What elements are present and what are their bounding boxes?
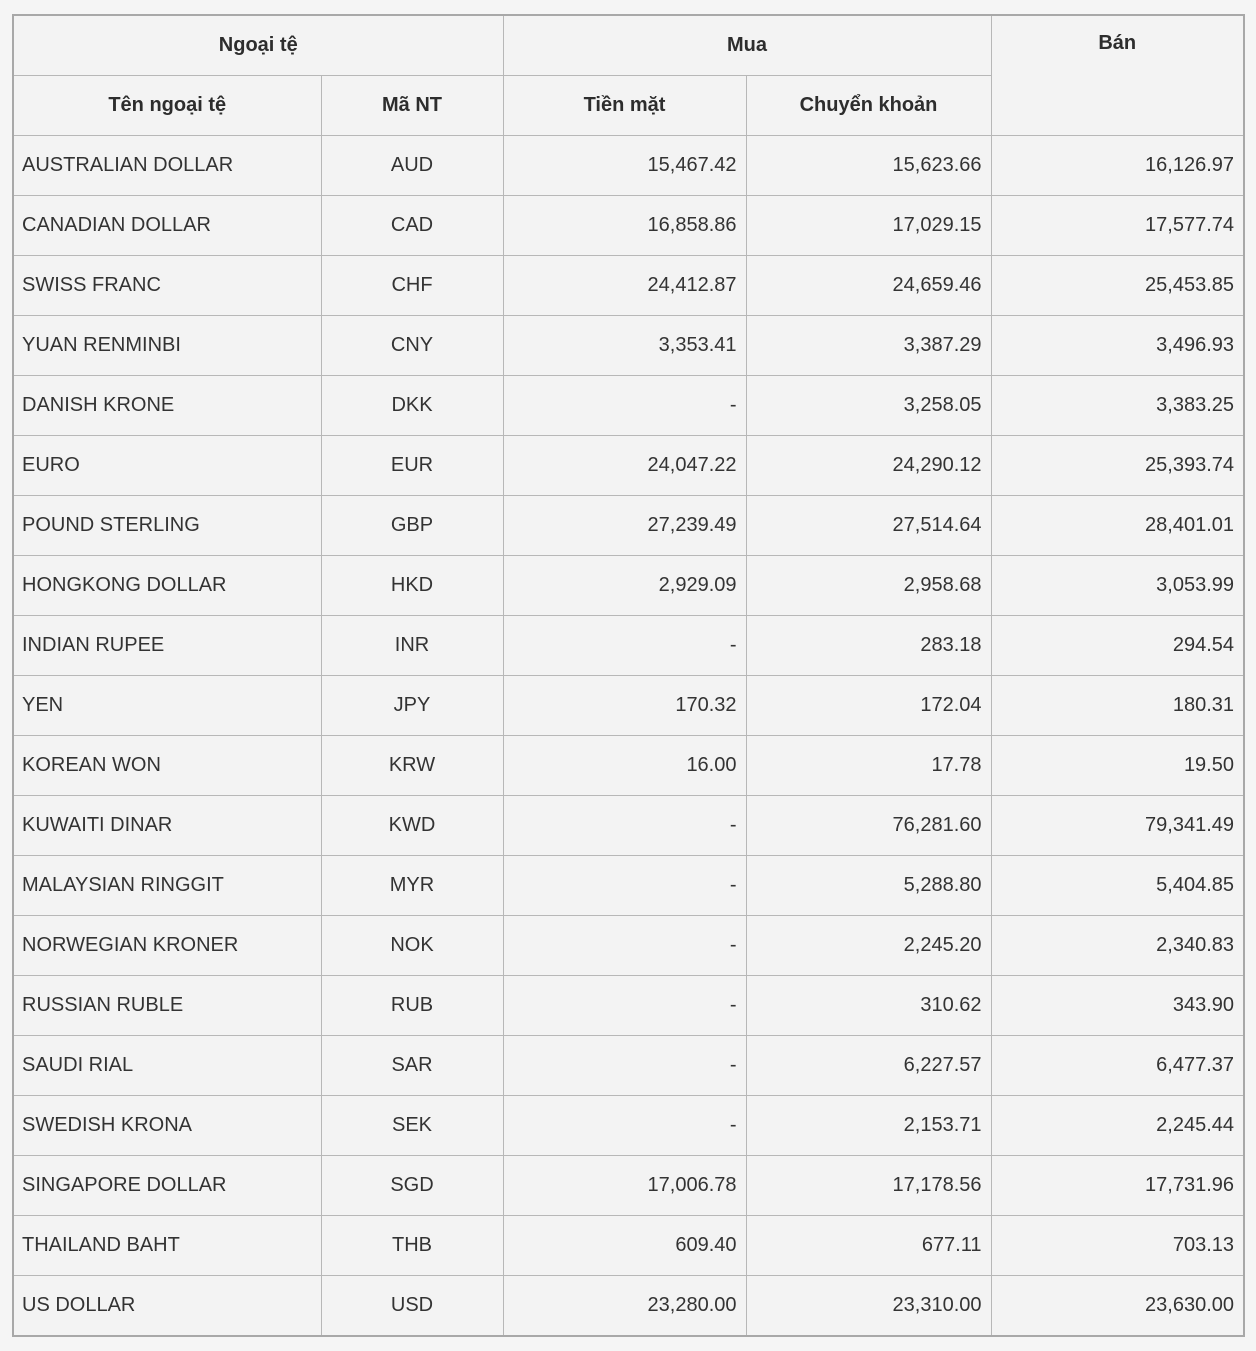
transfer-buy-cell: 76,281.60: [746, 796, 991, 856]
currency-name-cell: SWEDISH KRONA: [13, 1096, 321, 1156]
currency-name-cell: US DOLLAR: [13, 1276, 321, 1337]
table-row: [13, 196, 1244, 256]
currency-code-cell: AUD: [321, 136, 503, 196]
transfer-buy-cell: 5,288.80: [746, 856, 991, 916]
currency-code-cell: SEK: [321, 1096, 503, 1156]
table-row: [13, 1156, 1244, 1216]
sell-cell: 25,453.85: [991, 256, 1244, 316]
sell-cell: 5,404.85: [991, 856, 1244, 916]
cash-buy-cell: 2,929.09: [503, 556, 746, 616]
cash-buy-cell: 16.00: [503, 736, 746, 796]
cash-buy-cell: 23,280.00: [503, 1276, 746, 1337]
table-header: [13, 15, 1244, 136]
transfer-buy-cell: 23,310.00: [746, 1276, 991, 1337]
table-row: [13, 556, 1244, 616]
currency-code-cell: JPY: [321, 676, 503, 736]
sell-cell: 17,577.74: [991, 196, 1244, 256]
transfer-buy-cell: 172.04: [746, 676, 991, 736]
currency-code-cell: MYR: [321, 856, 503, 916]
currency-name-cell: POUND STERLING: [13, 496, 321, 556]
currency-code-cell: CHF: [321, 256, 503, 316]
table-body: [13, 136, 1244, 1337]
cash-buy-cell: -: [503, 376, 746, 436]
currency-code-cell: INR: [321, 616, 503, 676]
transfer-buy-cell: 310.62: [746, 976, 991, 1036]
sell-cell: 2,245.44: [991, 1096, 1244, 1156]
sell-cell: 25,393.74: [991, 436, 1244, 496]
table-row: [13, 616, 1244, 676]
header-buy-group: Mua: [503, 15, 991, 76]
header-cash-buy: Tiền mặt: [503, 76, 746, 136]
table-row: [13, 916, 1244, 976]
cash-buy-cell: -: [503, 916, 746, 976]
transfer-buy-cell: 283.18: [746, 616, 991, 676]
header-transfer-buy: Chuyển khoản: [746, 76, 991, 136]
sell-cell: 19.50: [991, 736, 1244, 796]
currency-code-cell: EUR: [321, 436, 503, 496]
sell-cell: 3,383.25: [991, 376, 1244, 436]
currency-name-cell: THAILAND BAHT: [13, 1216, 321, 1276]
sell-cell: 79,341.49: [991, 796, 1244, 856]
cash-buy-cell: 24,047.22: [503, 436, 746, 496]
cash-buy-cell: 170.32: [503, 676, 746, 736]
transfer-buy-cell: 2,153.71: [746, 1096, 991, 1156]
transfer-buy-cell: 3,258.05: [746, 376, 991, 436]
currency-name-cell: NORWEGIAN KRONER: [13, 916, 321, 976]
table-row: [13, 736, 1244, 796]
table-row: [13, 1216, 1244, 1276]
table-row: [13, 316, 1244, 376]
header-sell: Bán: [991, 15, 1244, 136]
currency-code-cell: SGD: [321, 1156, 503, 1216]
sell-cell: 294.54: [991, 616, 1244, 676]
currency-name-cell: HONGKONG DOLLAR: [13, 556, 321, 616]
currency-name-cell: YUAN RENMINBI: [13, 316, 321, 376]
cash-buy-cell: -: [503, 796, 746, 856]
transfer-buy-cell: 6,227.57: [746, 1036, 991, 1096]
sell-cell: 3,053.99: [991, 556, 1244, 616]
table-row: [13, 436, 1244, 496]
cash-buy-cell: -: [503, 856, 746, 916]
sell-cell: 343.90: [991, 976, 1244, 1036]
currency-name-cell: YEN: [13, 676, 321, 736]
currency-code-cell: USD: [321, 1276, 503, 1337]
table-row: [13, 496, 1244, 556]
currency-code-cell: DKK: [321, 376, 503, 436]
currency-name-cell: SAUDI RIAL: [13, 1036, 321, 1096]
currency-code-cell: CAD: [321, 196, 503, 256]
header-currency-group: Ngoại tệ: [13, 15, 503, 76]
exchange-rate-table: [12, 14, 1245, 1337]
cash-buy-cell: -: [503, 1096, 746, 1156]
currency-code-cell: KWD: [321, 796, 503, 856]
header-group-row: [13, 15, 1244, 76]
sell-cell: 17,731.96: [991, 1156, 1244, 1216]
cash-buy-cell: 16,858.86: [503, 196, 746, 256]
table-row: [13, 796, 1244, 856]
sell-cell: 23,630.00: [991, 1276, 1244, 1337]
currency-name-cell: MALAYSIAN RINGGIT: [13, 856, 321, 916]
currency-code-cell: THB: [321, 1216, 503, 1276]
sell-cell: 6,477.37: [991, 1036, 1244, 1096]
currency-code-cell: SAR: [321, 1036, 503, 1096]
currency-code-cell: GBP: [321, 496, 503, 556]
currency-name-cell: INDIAN RUPEE: [13, 616, 321, 676]
currency-name-cell: KOREAN WON: [13, 736, 321, 796]
table-row: [13, 856, 1244, 916]
table-row: [13, 676, 1244, 736]
currency-name-cell: KUWAITI DINAR: [13, 796, 321, 856]
currency-name-cell: SINGAPORE DOLLAR: [13, 1156, 321, 1216]
currency-name-cell: DANISH KRONE: [13, 376, 321, 436]
table-row: [13, 256, 1244, 316]
cash-buy-cell: 27,239.49: [503, 496, 746, 556]
transfer-buy-cell: 2,958.68: [746, 556, 991, 616]
cash-buy-cell: 3,353.41: [503, 316, 746, 376]
table-row: [13, 376, 1244, 436]
sell-cell: 2,340.83: [991, 916, 1244, 976]
transfer-buy-cell: 15,623.66: [746, 136, 991, 196]
sell-cell: 28,401.01: [991, 496, 1244, 556]
sell-cell: 16,126.97: [991, 136, 1244, 196]
transfer-buy-cell: 2,245.20: [746, 916, 991, 976]
transfer-buy-cell: 17.78: [746, 736, 991, 796]
transfer-buy-cell: 17,029.15: [746, 196, 991, 256]
cash-buy-cell: 15,467.42: [503, 136, 746, 196]
table-row: [13, 1276, 1244, 1337]
currency-code-cell: RUB: [321, 976, 503, 1036]
currency-name-cell: RUSSIAN RUBLE: [13, 976, 321, 1036]
currency-code-cell: NOK: [321, 916, 503, 976]
currency-code-cell: KRW: [321, 736, 503, 796]
sell-cell: 180.31: [991, 676, 1244, 736]
cash-buy-cell: 17,006.78: [503, 1156, 746, 1216]
transfer-buy-cell: 24,659.46: [746, 256, 991, 316]
header-currency-name: Tên ngoại tệ: [13, 76, 321, 136]
currency-code-cell: HKD: [321, 556, 503, 616]
header-currency-code: Mã NT: [321, 76, 503, 136]
table-row: [13, 136, 1244, 196]
currency-name-cell: EURO: [13, 436, 321, 496]
currency-name-cell: AUSTRALIAN DOLLAR: [13, 136, 321, 196]
transfer-buy-cell: 27,514.64: [746, 496, 991, 556]
cash-buy-cell: 24,412.87: [503, 256, 746, 316]
transfer-buy-cell: 3,387.29: [746, 316, 991, 376]
cash-buy-cell: -: [503, 616, 746, 676]
transfer-buy-cell: 17,178.56: [746, 1156, 991, 1216]
cash-buy-cell: -: [503, 1036, 746, 1096]
transfer-buy-cell: 677.11: [746, 1216, 991, 1276]
cash-buy-cell: 609.40: [503, 1216, 746, 1276]
table-row: [13, 976, 1244, 1036]
currency-name-cell: CANADIAN DOLLAR: [13, 196, 321, 256]
table-row: [13, 1096, 1244, 1156]
currency-code-cell: CNY: [321, 316, 503, 376]
cash-buy-cell: -: [503, 976, 746, 1036]
sell-cell: 3,496.93: [991, 316, 1244, 376]
transfer-buy-cell: 24,290.12: [746, 436, 991, 496]
sell-cell: 703.13: [991, 1216, 1244, 1276]
currency-name-cell: SWISS FRANC: [13, 256, 321, 316]
table-row: [13, 1036, 1244, 1096]
